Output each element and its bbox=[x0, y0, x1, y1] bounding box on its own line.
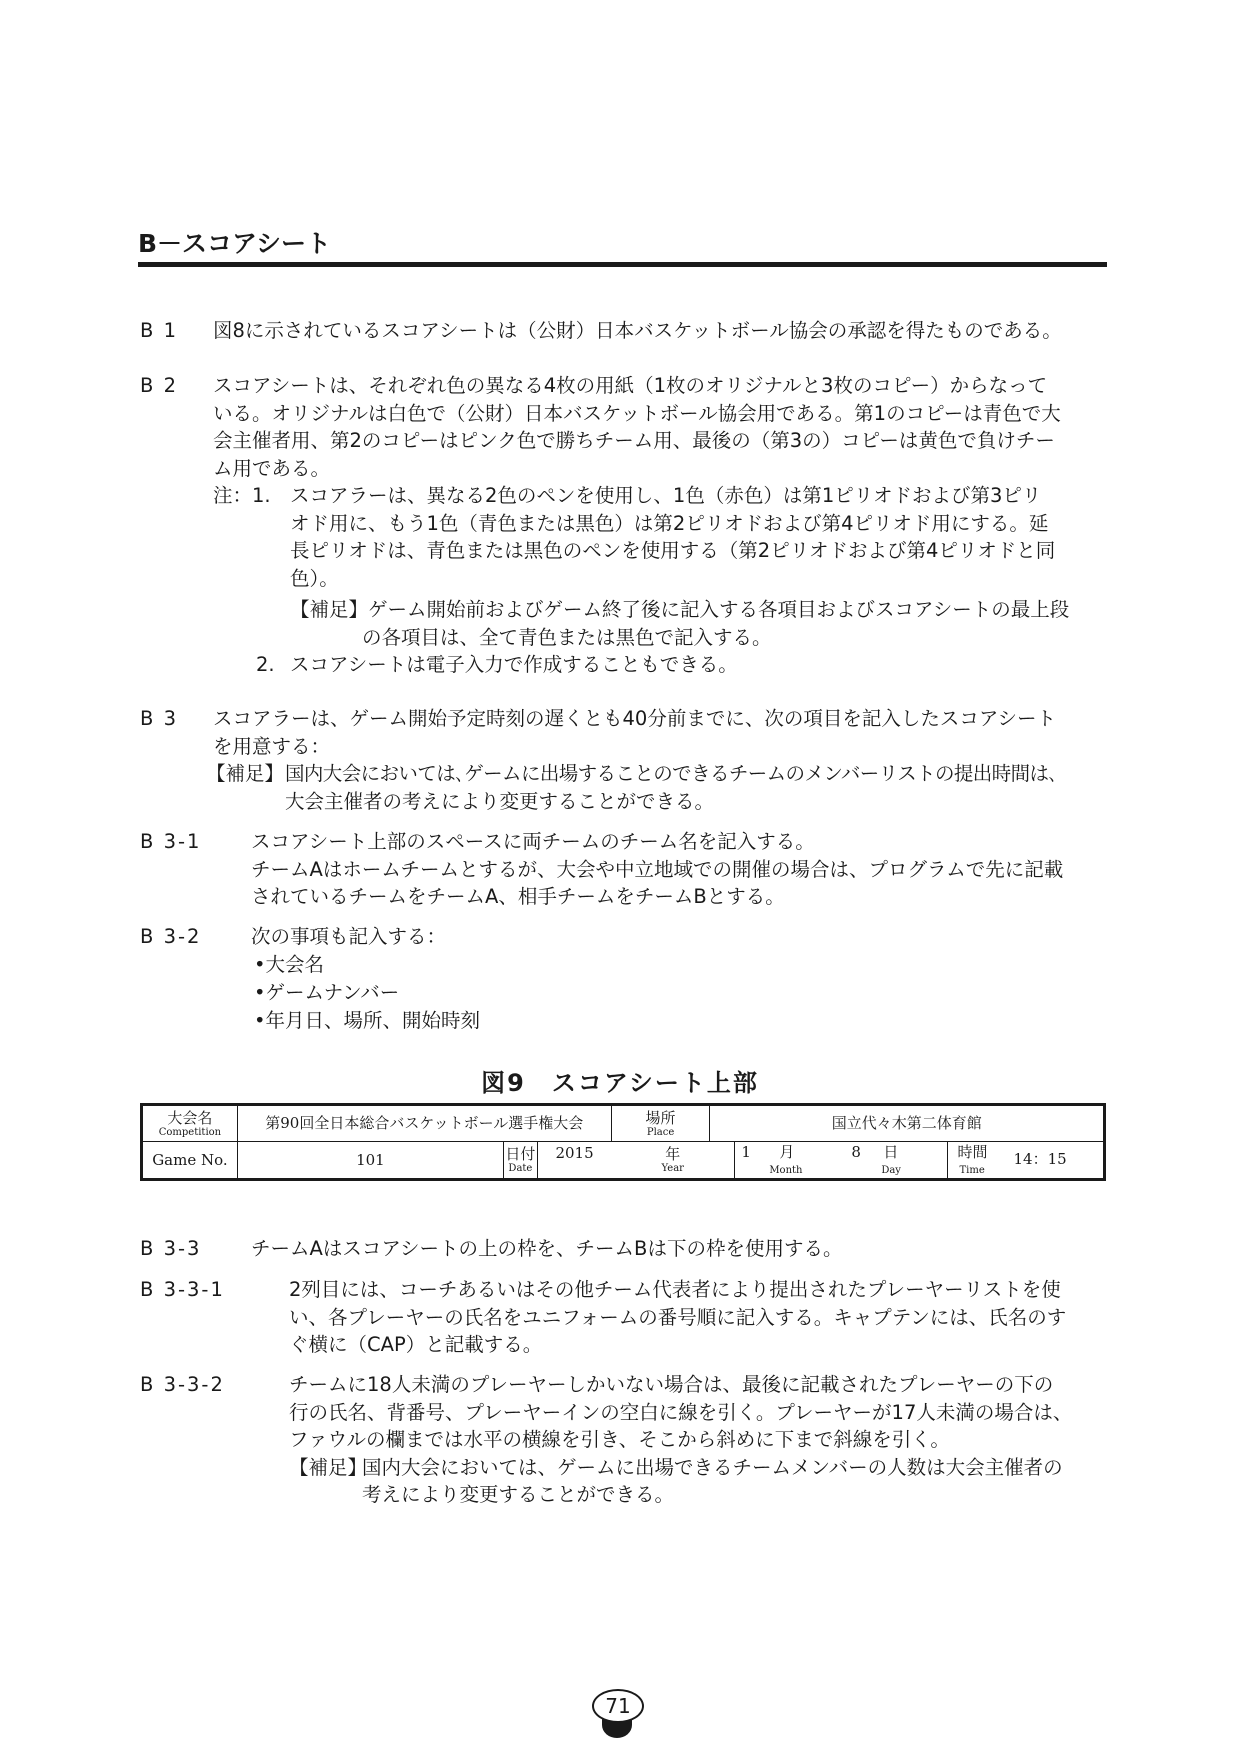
day-label-jp: 日 bbox=[883, 1143, 899, 1161]
b3-3-1-line-3: ぐ横に（CAP）と記載する。 bbox=[289, 1333, 543, 1356]
b3-1-line-2: チームAはホームチームとするが、大会や中立地域での開催の場合は、プログラムで先に記載 bbox=[251, 857, 1064, 881]
b2-note2-label: 2. bbox=[256, 653, 275, 676]
b2-line-3: 会主催者用、第2のコピーはピンク色で勝ちチーム用、最後の（第3の）コピーは黄色で負けチー bbox=[213, 429, 1055, 452]
b3-1-label: B 3-1 bbox=[140, 830, 202, 853]
date-label-jp: 日付 bbox=[505, 1145, 536, 1163]
b3-line-2: を用意する： bbox=[213, 734, 331, 758]
day-label-en: Day bbox=[881, 1165, 901, 1176]
b3-supplement-line-1: 国内大会においては､ゲームに出場することのできるチームのメンバーリストの提出時間は､ bbox=[285, 762, 1058, 785]
b2-supplement-line-1: ゲーム開始前およびゲーム終了後に記入する各項目およびスコアシートの最上段 bbox=[368, 598, 1070, 621]
day-value: 8 bbox=[851, 1143, 861, 1161]
competition-label-cell bbox=[142, 1105, 238, 1142]
year-label-cell bbox=[611, 1142, 735, 1180]
b3-2-bullet-1: •大会名 bbox=[254, 953, 325, 976]
month-day-cell bbox=[735, 1142, 947, 1180]
title-rule bbox=[138, 262, 1107, 267]
b2-supplement-label: 【補足】 bbox=[290, 598, 369, 621]
place-value-cell: 国立代々木第二体育館 bbox=[710, 1105, 1105, 1142]
b3-3-2-label: B 3-3-2 bbox=[140, 1373, 225, 1396]
b2-note1-line-3: 長ピリオドは、青色または黒色のペンを使用する（第2ピリオドおよび第4ピリオドと同 bbox=[290, 539, 1056, 562]
place-label-cell bbox=[611, 1105, 710, 1142]
b2-note1-line-4: 色）。 bbox=[290, 566, 339, 590]
b3-supplement-line-2: 大会主催者の考えにより変更することができる。 bbox=[285, 789, 715, 813]
section-title: B－スコアシート bbox=[138, 229, 332, 258]
b3-3-2-line-1: チームに18人未満のプレーヤーしかいない場合は、最後に記載されたプレーヤーの下の bbox=[289, 1373, 1054, 1396]
time-label-jp: 時間 bbox=[957, 1143, 988, 1161]
game-no-value-cell: 101 bbox=[237, 1142, 503, 1180]
b3-3-label: B 3-3 bbox=[140, 1237, 202, 1260]
page-number: 71 bbox=[592, 1689, 644, 1723]
b3-2-text: 次の事項も記入する： bbox=[251, 925, 447, 948]
b3-3-2-supplement-line-1: 国内大会においては、ゲームに出場できるチームメンバーの人数は大会主催者の bbox=[362, 1455, 1063, 1479]
b3-3-1-label: B 3-3-1 bbox=[140, 1278, 225, 1301]
b3-3-2-line-2: 行の氏名、背番号、プレーヤーインの空白に線を引く。プレーヤーが17人未満の場合は、 bbox=[289, 1400, 1073, 1424]
time-label-en: Time bbox=[959, 1165, 985, 1176]
place-label-en: Place bbox=[646, 1126, 675, 1138]
b1-text: 図8に示されているスコアシートは（公財）日本バスケットボール協会の承認を得たものである。 bbox=[213, 319, 1062, 342]
b3-3-2-line-3: ファウルの欄までは水平の横線を引き、そこから斜めに下まで斜線を引く。 bbox=[289, 1428, 950, 1451]
year-label-jp: 年 bbox=[665, 1145, 681, 1163]
b2-line-2: いる。オリジナルは白色で（公財）日本バスケットボール協会用である。第1のコピーは青色で大 bbox=[213, 401, 1061, 425]
b3-label: B 3 bbox=[140, 707, 178, 730]
time-cell bbox=[947, 1142, 1105, 1180]
b2-note-label: 注：1. bbox=[213, 484, 271, 507]
b2-line-1: スコアシートは、それぞれ色の異なる4枚の用紙（1枚のオリジナルと3枚のコピー）からなって bbox=[213, 374, 1048, 397]
b2-label: B 2 bbox=[140, 374, 178, 397]
b1-label: B 1 bbox=[140, 319, 178, 342]
game-no-label-cell: Game No. bbox=[142, 1142, 238, 1180]
year-value-cell: 2015 bbox=[537, 1142, 611, 1180]
b3-3-text: チームAはスコアシートの上の枠を、チームBは下の枠を使用する。 bbox=[251, 1237, 843, 1260]
b3-1-line-1: スコアシート上部のスペースに両チームのチーム名を記入する。 bbox=[251, 830, 815, 853]
place-label-jp: 場所 bbox=[645, 1108, 676, 1127]
time-value: 14：15 bbox=[1013, 1150, 1067, 1168]
b3-3-2-supplement-line-2: 考えにより変更することができる。 bbox=[362, 1483, 675, 1506]
month-label-en: Month bbox=[769, 1165, 803, 1176]
b2-line-4: ム用である。 bbox=[213, 456, 331, 480]
b3-supplement-label: 【補足】 bbox=[206, 762, 285, 785]
b3-2-label: B 3-2 bbox=[140, 925, 202, 948]
b3-3-2-supplement-label: 【補足】 bbox=[289, 1455, 368, 1479]
b3-2-bullet-3: •年月日、場所、開始時刻 bbox=[254, 1009, 481, 1032]
b3-line-1: スコアラーは、ゲーム開始予定時刻の遅くとも40分前までに、次の項目を記入したスコアシート bbox=[213, 707, 1057, 730]
date-label-en: Date bbox=[508, 1163, 533, 1174]
year-label-en: Year bbox=[661, 1163, 684, 1174]
competition-value-cell: 第90回全日本総合バスケットボール選手権大会 bbox=[237, 1105, 611, 1142]
b2-note2-text: スコアシートは電子入力で作成することもできる。 bbox=[290, 653, 738, 676]
month-value: 1 bbox=[741, 1143, 751, 1161]
competition-label-jp: 大会名 bbox=[167, 1108, 213, 1127]
b3-1-line-3: されているチームをチームA、相手チームをチームBとする。 bbox=[251, 885, 785, 908]
b3-2-bullet-2: •ゲームナンバー bbox=[254, 981, 400, 1004]
b2-note1-line-2: オド用に、もう1色（青色または黒色）は第2ピリオドおよび第4ピリオド用にする。延 bbox=[290, 511, 1049, 535]
b2-note1-line-1: スコアラーは、異なる2色のペンを使用し、1色（赤色）は第1ピリオドおよび第3ピリ bbox=[290, 484, 1042, 507]
b2-supplement-line-2: の各項目は、全て青色または黒色で記入する。 bbox=[362, 625, 772, 649]
date-label-cell bbox=[503, 1142, 537, 1180]
b3-3-1-line-2: い、各プレーヤーの氏名をユニフォームの番号順に記入する。キャプテンには、氏名のす bbox=[289, 1305, 1067, 1329]
month-label-jp: 月 bbox=[779, 1143, 795, 1161]
scoresheet-header-table bbox=[140, 1103, 1106, 1181]
figure-title: 図9 スコアシート上部 bbox=[481, 1069, 759, 1097]
b3-3-1-line-1: 2列目には、コーチあるいはその他チーム代表者により提出されたプレーヤーリストを使 bbox=[289, 1278, 1061, 1301]
competition-label-en: Competition bbox=[158, 1126, 222, 1138]
